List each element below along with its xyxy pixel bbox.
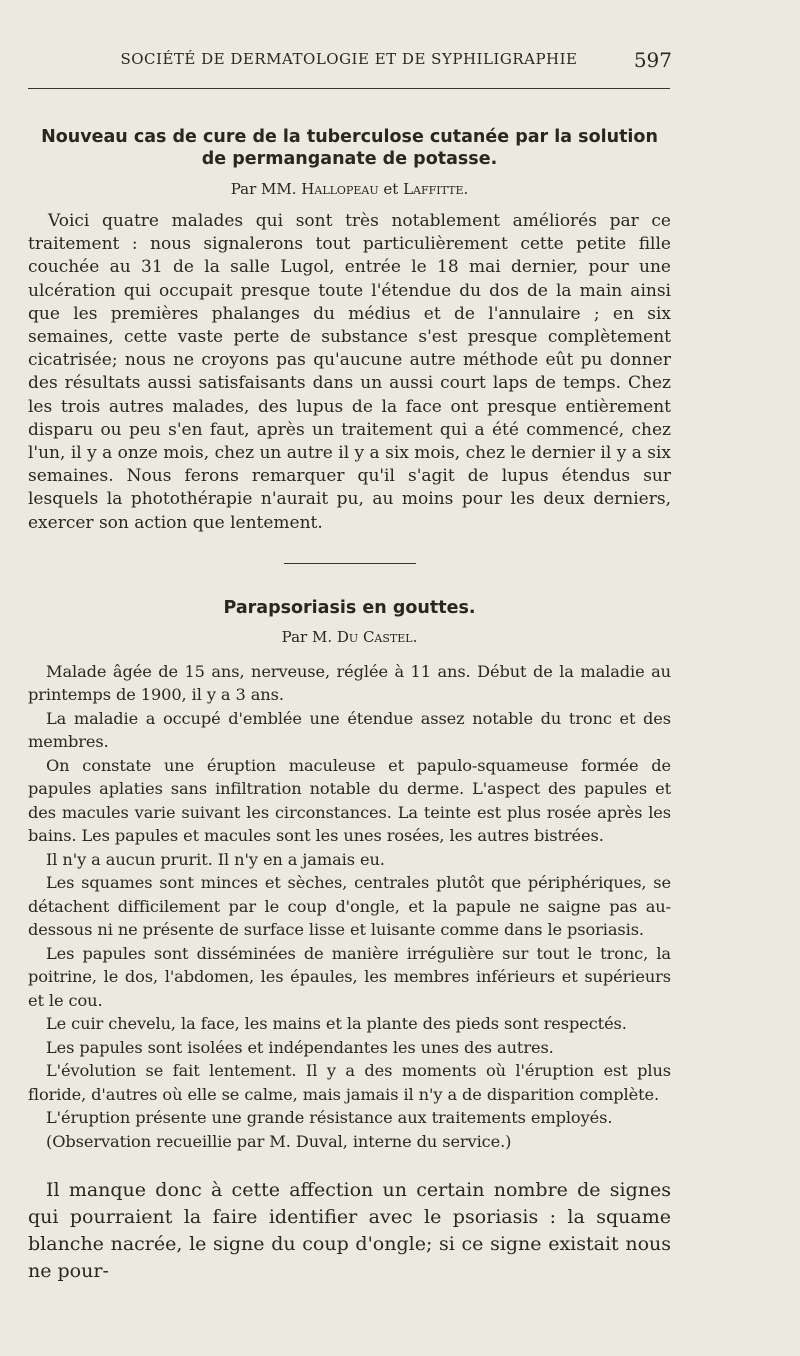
observation-paragraph: Les papules sont isolées et indépendantes les unes des autres. xyxy=(46,1037,554,1057)
page-content xyxy=(28,126,671,1304)
observation-paragraph: L'éruption présente une grande résistance aux traitements employés. xyxy=(46,1108,613,1128)
section-title: Parapsoriasis en gouttes. xyxy=(223,597,476,618)
author-joiner: et xyxy=(383,180,399,198)
observation-paragraph: Le cuir chevelu, la face, les mains et la plante des pieds sont respectés. xyxy=(46,1014,627,1034)
running-head: SOCIÉTÉ DE DERMATOLOGIE ET DE SYPHILIGRAPHIE xyxy=(120,50,578,68)
observation-paragraph: Les papules sont disséminées de manière irrégulière sur tout le tronc, la poitrine, le dos, l'abdomen, les épaules, les membres inférieurs et supérieurs et le cou. xyxy=(28,943,671,1010)
author-name: Hallopeau xyxy=(301,180,379,198)
conclusion-paragraph: Il manque donc à cette affection un certain nombre de signes qui pourraient la faire identifier avec le psoriasis : la squame blanche nacrée, le signe du coup d'ongle; si ce signe existait nous ne pour- xyxy=(28,1179,671,1283)
observation-paragraph: L'évolution se fait lentement. Il y a des moments où l'éruption est plus floride, d'autres où elle se calme, mais jamais il n'y a de disparition complète. xyxy=(28,1061,671,1104)
observation-paragraph: Les squames sont minces et sèches, centrales plutôt que périphériques, se détachent difficilement par le coup d'ongle, et la papule ne saigne pas au-dessous ni ne présente de surface lisse et luisante comme dans le psoriasis. xyxy=(28,873,671,940)
observation-paragraph: (Observation recueillie par M. Duval, interne du service.) xyxy=(46,1131,512,1151)
observation-block xyxy=(28,660,671,1154)
header-rule xyxy=(28,88,670,89)
article-authors xyxy=(28,180,671,198)
author-name: Du Castel. xyxy=(336,627,418,646)
article-title: Nouveau cas de cure de la tuberculose cutanée par la solution de permanganate de potasse. xyxy=(41,127,658,169)
observation-paragraph: On constate une éruption maculeuse et papulo-squameuse formée de papules aplaties sans infiltration notable du derme. L'aspect des papules et des macules varie suivant les circonstances. La teinte est plus rosée après les bains. Les papules et macules sont les unes rosées, les autres bistrées. xyxy=(28,755,671,846)
observation-paragraph: Il n'y a aucun prurit. Il n'y en a jamais eu. xyxy=(46,849,385,869)
article-body: Voici quatre malades qui sont très notablement améliorés par ce traitement : nous signalerons tout particulièrement cette petite fille couchée au 31 de la salle Lugol, entrée le 18 mai dernier, pour une ulcération qui occupait presque toute l'étendue du dos de la main ainsi que les premières phalanges du médius et de l'annulaire ; en six semaines, cette vaste perte de substance s'est presque complètement cicatrisée; nous ne croyons pas qu'aucune autre méthode eût pu donner des résultats aussi satisfaisants dans un aussi court laps de temps. Chez les trois autres malades, des lupus de la face ont presque entièrement disparu ou peu s'en faut, après un traitement qui a été commencé, chez l'un, il y a onze mois, chez un autre il y a six mois, chez le dernier il y a six semaines. Nous ferons remarquer qu'il s'agit de lupus étendus sur lesquels la photothérapie n'aurait pu, au moins pour les deux derniers, exercer son action que lentement. xyxy=(28,211,671,533)
section-authors xyxy=(28,628,671,646)
author-prefix: Par M. xyxy=(281,627,333,646)
observation-paragraph: La maladie a occupé d'emblée une étendue assez notable du tronc et des membres. xyxy=(28,708,671,752)
section-separator xyxy=(284,563,416,564)
author-prefix: Par MM. xyxy=(230,180,297,198)
page-number: 597 xyxy=(633,48,672,72)
observation-paragraph: Malade âgée de 15 ans, nerveuse, réglée à 11 ans. Début de la maladie au printemps de 1900, il y a 3 ans. xyxy=(28,661,671,705)
author-name: Laffitte. xyxy=(403,180,469,198)
